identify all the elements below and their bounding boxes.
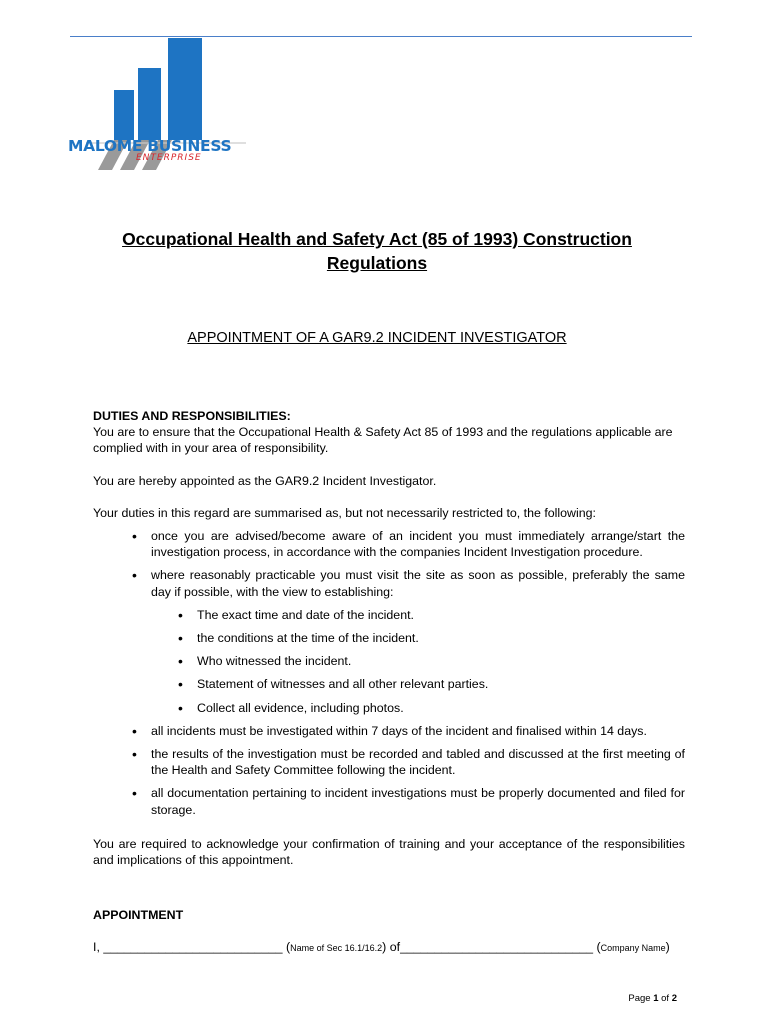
page-footer: Page 1 of 2 [628,993,677,1004]
of-text: of [389,940,401,954]
establishing-item: • the conditions at the time of the incident. [197,630,685,646]
duty-item: • once you are advised/become aware of an incident you must immediately arrange/start the investigation process, in accordance with the companies Incident Investigation procedure. [151,528,685,560]
document-title [93,227,661,275]
appointment-line: I, __________________________ (Name of Sec 16.1/16.2) of____________________________ (Company Name) [93,940,670,954]
establishing-item: • Statement of witnesses and all other relevant parties. [197,676,685,692]
duty-item: • all documentation pertaining to incident investigations must be properly documented and filed for storage. [151,785,685,817]
title-line-1: Occupational Health and Safety Act (85 of 1993) Construction [122,229,632,249]
company-logo [68,38,248,170]
company-note: Company Name [600,943,666,953]
title-line-2: Regulations [326,253,428,273]
name-blank: __________________________ [103,940,283,954]
duties-list [93,528,685,818]
duties-paragraph-3: Your duties in this regard are summarised as, but not necessarily restricted to, the following: [93,505,596,520]
duty-item: • the results of the investigation must be recorded and tabled and discussed at the first meeting of the Health and Safety Committee following the incident. [151,746,685,778]
duties-heading: DUTIES AND RESPONSIBILITIES: [93,409,291,423]
duties-paragraph-1: You are to ensure that the Occupational Health & Safety Act 85 of 1993 and the regulations applicable are complied with in your area of responsibility. [93,425,673,456]
duty-item-text: where reasonably practicable you must visit the site as soon as possible, preferably the same day if possible, with the view to establishing: [151,568,685,599]
logo-text-line1: MALOME BUSINESS [68,137,232,155]
document-subtitle: APPOINTMENT OF A GAR9.2 INCIDENT INVESTIGATOR [187,330,567,346]
company-blank: ____________________________ [400,940,594,954]
duty-item [151,567,685,715]
logo-text-line2: ENTERPRISE [136,153,202,163]
page-number: 1 [653,993,659,1004]
appointment-prefix: I, [93,940,104,954]
appointment-heading: APPOINTMENT [93,908,184,922]
establishing-item: • Collect all evidence, including photos. [197,700,685,716]
establishing-list [151,607,685,716]
duties-section [93,408,685,868]
establishing-item: • The exact time and date of the incident. [197,607,685,623]
duty-item: • all incidents must be investigated within 7 days of the incident and finalised within 14 days. [151,723,685,739]
duties-paragraph-2: You are hereby appointed as the GAR9.2 Incident Investigator. [93,473,437,488]
name-note: Name of Sec 16.1/16.2 [290,943,383,953]
header-rule [70,36,692,37]
page-total: 2 [671,993,677,1004]
establishing-item: • Who witnessed the incident. [197,653,685,669]
duties-paragraph-4: You are required to acknowledge your confirmation of training and your acceptance of the responsibilities and implications of this appointment. [93,836,685,868]
